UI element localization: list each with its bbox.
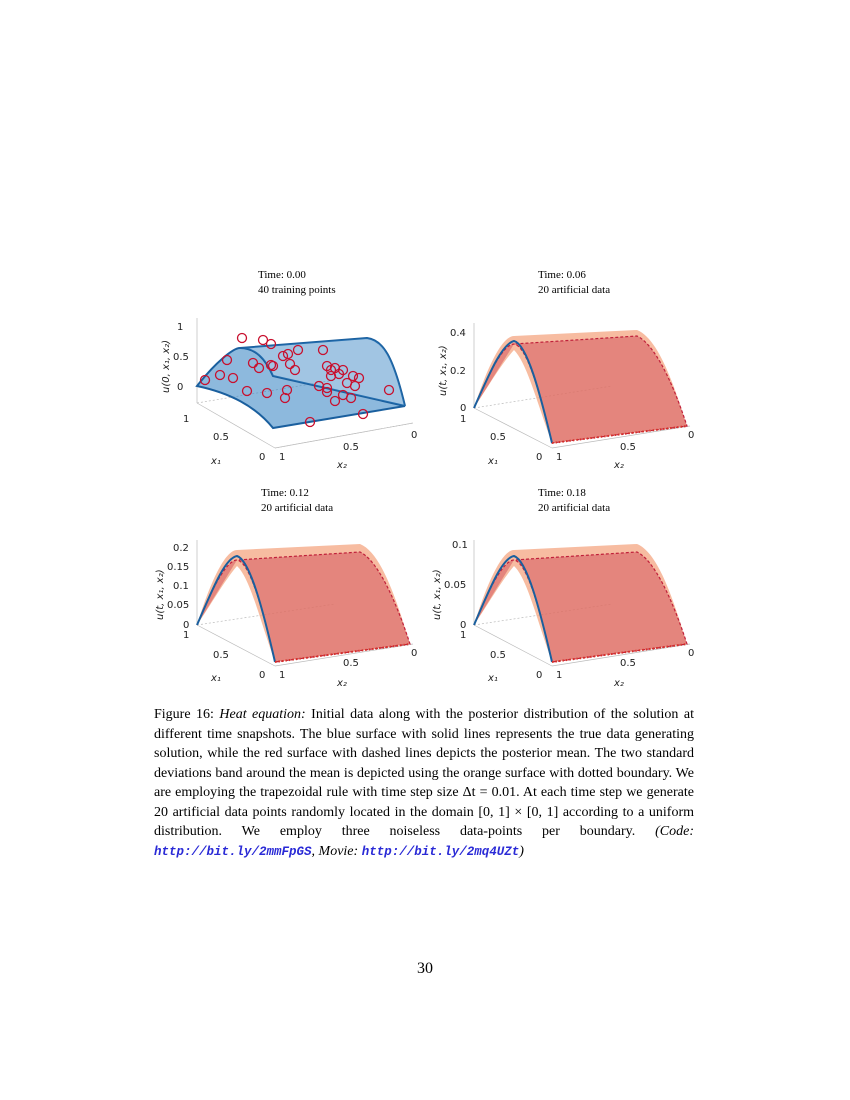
p2-x2tick-2: 0 xyxy=(688,430,695,441)
code-link[interactable]: http://bit.ly/2mmFpGS xyxy=(154,844,312,859)
caption-body: Initial data along with the posterior distribution of the solution at different time snapshots. The blue surface with solid lines represents the true data generating solution, while the red surface with dashed lines depicts the posterior mean. The two standard deviations band around the mean is depicted using the orange surface with dotted boundary. We are employing the trapezoidal rule with time step size Δt = 0.01. At each time step we generate 20 artificial data points randomly located in the domain [0, 1] × [0, 1] according to a uniform distribution. We employ three noiseless data-points per boundary. xyxy=(154,707,694,839)
panel-1-plot xyxy=(155,308,445,508)
page-number: 30 xyxy=(417,960,433,977)
panel-1-title xyxy=(258,268,336,298)
p2-x2tick-1: 0.5 xyxy=(620,442,636,453)
p3-ztick-2: 0.1 xyxy=(173,581,189,592)
panel-3-plot xyxy=(155,528,445,728)
p1-x1tick-2: 0 xyxy=(259,452,266,463)
panel-4-plot xyxy=(432,528,722,728)
p4-x1tick-2: 0 xyxy=(536,670,543,681)
p2-x2tick-0: 1 xyxy=(556,452,563,463)
p2-x1tick-1: 0.5 xyxy=(490,432,506,443)
panel-4-subtitle: 20 artificial data xyxy=(538,502,611,514)
p4-x1tick-0: 1 xyxy=(460,630,467,641)
p4-x2tick-0: 1 xyxy=(556,670,563,681)
p4-x1tick-1: 0.5 xyxy=(490,650,506,661)
p4-zlabel: u(t, x₁, x₂) xyxy=(432,569,443,620)
panel-4-time-label: Time: 0.18 xyxy=(538,487,586,499)
p2-ztick-2: 0 xyxy=(460,403,467,414)
panel-1-time-label: Time: 0.00 xyxy=(258,269,306,281)
p3-ztick-0: 0.2 xyxy=(173,543,189,554)
p3-x2label: x₂ xyxy=(337,678,347,689)
p2-x1tick-0: 1 xyxy=(460,414,467,425)
p2-ztick-1: 0.2 xyxy=(450,366,466,377)
panel-2-plot xyxy=(432,308,722,508)
p4-x2label: x₂ xyxy=(614,678,624,689)
p2-x1label: x₁ xyxy=(488,456,498,467)
panel-1-subtitle: 40 training points xyxy=(258,284,336,296)
p3-x1label: x₁ xyxy=(211,673,221,684)
p3-ztick-1: 0.15 xyxy=(167,562,190,573)
figure-caption xyxy=(154,705,694,862)
p1-x2label: x₂ xyxy=(337,460,347,471)
p1-ztick-0: 1 xyxy=(177,322,184,333)
p3-ztick-4: 0 xyxy=(183,620,190,631)
p4-x2tick-2: 0 xyxy=(688,648,695,659)
p2-x2label: x₂ xyxy=(614,460,624,471)
p4-ztick-2: 0 xyxy=(460,620,467,631)
p2-ztick-0: 0.4 xyxy=(450,328,466,339)
p2-zlabel: u(t, x₁, x₂) xyxy=(438,345,449,396)
panel-4-title xyxy=(538,486,610,516)
p1-x1label: x₁ xyxy=(211,456,221,467)
p1-x2tick-0: 1 xyxy=(279,452,286,463)
movie-link[interactable]: http://bit.ly/2mq4UZt xyxy=(361,844,520,859)
p3-x2tick-0: 1 xyxy=(279,670,286,681)
caption-label: Figure 16: xyxy=(154,707,214,722)
p1-x2tick-2: 0 xyxy=(411,430,418,441)
caption-movie-label: , Movie: xyxy=(311,843,362,859)
caption-lead: Heat equation: xyxy=(219,707,306,722)
p3-ztick-3: 0.05 xyxy=(167,600,190,611)
p3-x1tick-0: 1 xyxy=(183,630,190,641)
panel-2-title xyxy=(538,268,610,298)
p4-x2tick-1: 0.5 xyxy=(620,658,636,669)
panel-3-title xyxy=(261,486,333,516)
panel-2-time-label: Time: 0.06 xyxy=(538,269,586,281)
p3-zlabel: u(t, x₁, x₂) xyxy=(155,569,166,620)
p4-ztick-0: 0.1 xyxy=(452,540,468,551)
panel-2-subtitle: 20 artificial data xyxy=(538,284,611,296)
p1-zlabel: u(0, x₁, x₂) xyxy=(161,339,172,393)
p1-ztick-2: 0 xyxy=(177,382,184,393)
p3-x1tick-1: 0.5 xyxy=(213,650,229,661)
panel-3-subtitle: 20 artificial data xyxy=(261,502,334,514)
p4-ztick-1: 0.05 xyxy=(444,580,467,591)
p1-x2tick-1: 0.5 xyxy=(343,442,359,453)
p1-x1tick-0: 1 xyxy=(183,414,190,425)
panel-3-time-label: Time: 0.12 xyxy=(261,487,309,499)
p1-ztick-1: 0.5 xyxy=(173,352,189,363)
caption-close: ) xyxy=(519,843,524,859)
caption-code-label: (Code: xyxy=(655,824,694,839)
p3-x1tick-2: 0 xyxy=(259,670,266,681)
p4-x1label: x₁ xyxy=(488,673,498,684)
p3-x2tick-1: 0.5 xyxy=(343,658,359,669)
p2-x1tick-2: 0 xyxy=(536,452,543,463)
p1-x1tick-1: 0.5 xyxy=(213,432,229,443)
p3-x2tick-2: 0 xyxy=(411,648,418,659)
